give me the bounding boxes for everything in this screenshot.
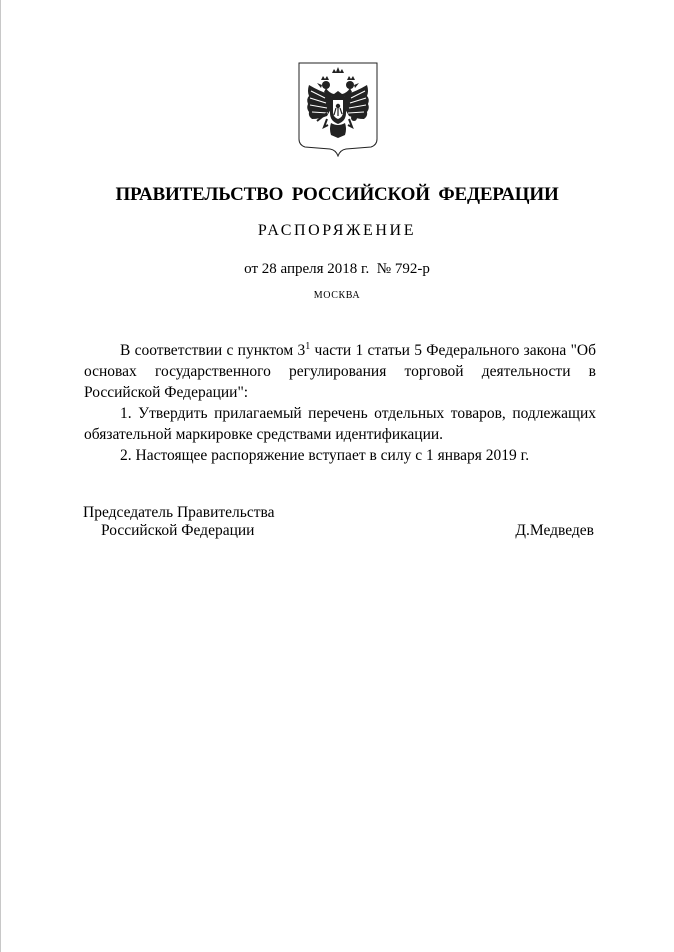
document-type: РАСПОРЯЖЕНИЕ [257,222,417,239]
preamble-paragraph [84,340,596,403]
signatory-position-line1: Председатель Правительства [83,504,275,521]
preamble-superscript: 1 [305,341,311,352]
signatory-position-line2: Российской Федерации [101,522,255,539]
page-edge [0,0,1,952]
document-body [84,340,596,466]
preamble-text-b: части 1 статьи 5 Федерального закона "Об основах государственного регулирования торговой деятельности в Российской Федерации": [84,342,596,401]
coat-of-arms-icon [297,61,379,157]
preamble-text-a: В соответствии с пунктом 3 [120,342,306,359]
item-2-paragraph: 2. Настоящее распоряжение вступает в силу с 1 января 2019 г. [120,447,530,464]
document-date-number: от 28 апреля 2018 г. № 792-р [244,261,430,277]
document-city: МОСКВА [313,290,361,301]
item-1-paragraph: 1. Утвердить прилагаемый перечень отдельных товаров, подлежащих обязательной маркировке средствами идентификации. [84,405,596,443]
government-title: ПРАВИТЕЛЬСТВО РОССИЙСКОЙ ФЕДЕРАЦИИ [115,184,559,205]
signatory-name: Д.Медведев [515,522,594,539]
